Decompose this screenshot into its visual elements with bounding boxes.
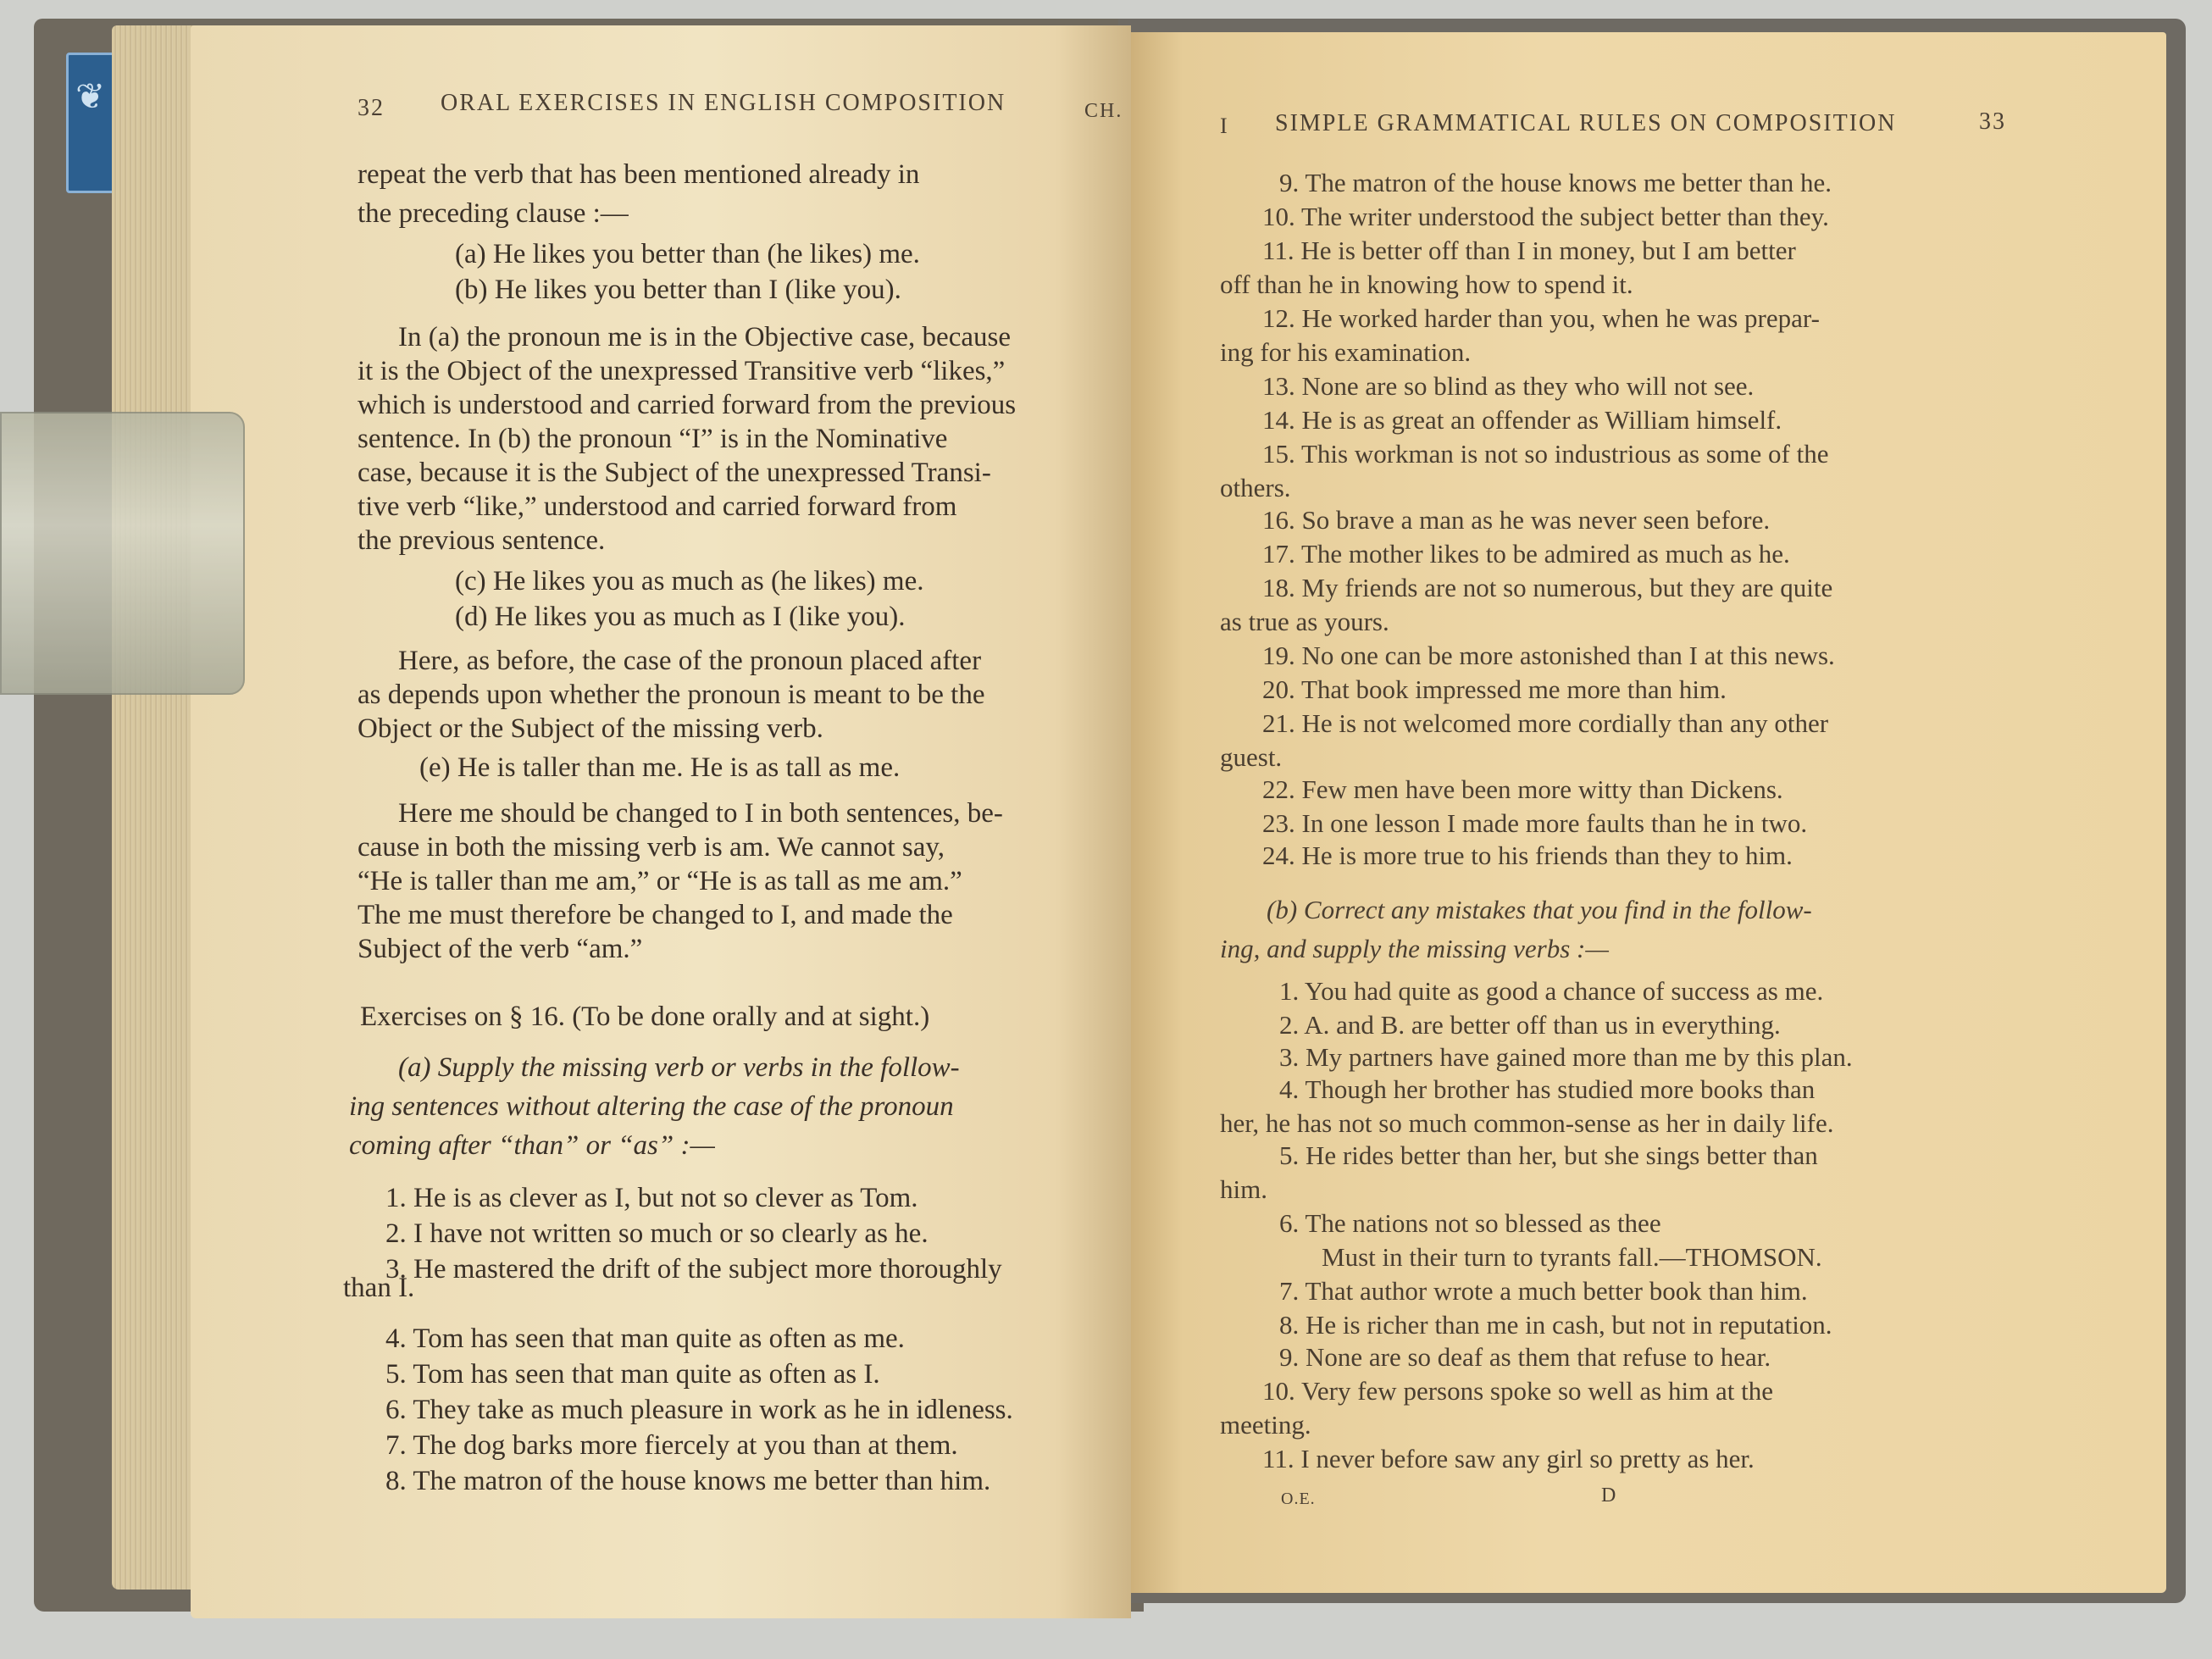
left-line: as depends upon whether the pronoun is meant to be the: [358, 680, 985, 710]
right-exercise-item: 14. He is as great an offender as William himself.: [1262, 405, 1782, 435]
left-line: “He is taller than me am,” or “He is as tall as me am.”: [358, 866, 962, 896]
left-exercise-item: 7. The dog barks more fiercely at you than at them.: [385, 1430, 958, 1461]
right-line: meeting.: [1220, 1410, 1311, 1440]
left-exercise-item: 5. Tom has seen that man quite as often as I.: [385, 1359, 880, 1390]
left-line: sentence. In (b) the pronoun “I” is in the Nominative: [358, 424, 948, 454]
right-exercise-item: 1. You had quite as good a chance of success as me.: [1279, 976, 1824, 1006]
left-line: case, because it is the Subject of the unexpressed Transi-: [358, 458, 991, 488]
right-exercise-item: 9. None are so deaf as them that refuse to hear.: [1279, 1342, 1771, 1372]
right-line: others.: [1220, 473, 1291, 502]
left-line: (b) He likes you better than I (like you).: [455, 275, 901, 305]
right-exercise-item: 17. The mother likes to be admired as much as he.: [1262, 539, 1790, 569]
left-exercise-item: 8. The matron of the house knows me better than him.: [385, 1466, 991, 1496]
right-exercise-item: 4. Though her brother has studied more books than: [1279, 1074, 1816, 1104]
right-exercise-item: 16. So brave a man as he was never seen before.: [1262, 505, 1771, 535]
exercises-heading: Exercises on § 16. (To be done orally and at sight.): [360, 1002, 930, 1032]
sheet-letter: D: [1601, 1484, 1617, 1506]
left-exercise-item: 2. I have not written so much or so clearly as he.: [385, 1218, 929, 1249]
left-line: In (a) the pronoun me is in the Objective case, because: [398, 322, 1011, 352]
right-exercise-item: 19. No one can be more astonished than I at this news.: [1262, 641, 1835, 670]
left-line: tive verb “like,” understood and carried forward from: [358, 491, 957, 522]
right-exercise-item: 23. In one lesson I made more faults than he in two.: [1262, 808, 1808, 838]
right-exercise-item: 10. The writer understood the subject better than they.: [1262, 202, 1829, 231]
left-line: the previous sentence.: [358, 525, 606, 556]
right-line: him.: [1220, 1174, 1267, 1204]
right-line: as true as yours.: [1220, 607, 1389, 636]
left-line: Object or the Subject of the missing verb.: [358, 713, 823, 744]
right-exercise-item: 24. He is more true to his friends than they to him.: [1262, 841, 1793, 870]
right-exercise-item: 10. Very few persons spoke so well as him at the: [1262, 1376, 1773, 1406]
right-exercise-item: 13. None are so blind as they who will not see.: [1262, 371, 1755, 401]
right-instruction: ing, and supply the missing verbs :—: [1220, 934, 1609, 963]
left-exercise-item: 4. Tom has seen that man quite as often as me.: [385, 1323, 905, 1354]
left-line: Here me should be changed to I in both sentences, be-: [398, 798, 1003, 829]
right-exercise-item: 3. My partners have gained more than me by this plan.: [1279, 1042, 1853, 1072]
right-exercise-item: 2. A. and B. are better off than us in everything.: [1279, 1010, 1781, 1040]
right-line: off than he in knowing how to spend it.: [1220, 269, 1633, 299]
right-exercise-item: 12. He worked harder than you, when he was prepar-: [1262, 303, 1820, 333]
left-line: repeat the verb that has been mentioned already in: [358, 159, 920, 190]
right-page-number: 33: [1979, 108, 2006, 135]
left-line: Here, as before, the case of the pronoun placed after: [398, 646, 982, 676]
left-exercise-item: 6. They take as much pleasure in work as he in idleness.: [385, 1395, 1013, 1425]
right-exercise-item: 22. Few men have been more witty than Dickens.: [1262, 774, 1783, 804]
left-exercise-item: than I.: [343, 1273, 415, 1303]
left-line: which is understood and carried forward from the previous: [358, 390, 1017, 420]
left-chapter-mark: CH.: [1084, 100, 1123, 122]
left-line: coming after “than” or “as” :—: [349, 1130, 715, 1161]
left-page-number: 32: [358, 95, 385, 121]
left-line: (d) He likes you as much as I (like you).: [455, 602, 906, 632]
left-line: it is the Object of the unexpressed Transitive verb “likes,”: [358, 356, 1006, 386]
poem-line: Must in their turn to tyrants fall.—THOMSON.: [1322, 1242, 1822, 1272]
left-exercise-item: 3. He mastered the drift of the subject more thoroughly: [385, 1254, 1002, 1284]
right-exercise-item: 8. He is richer than me in cash, but not in reputation.: [1279, 1310, 1832, 1340]
right-exercise-item: 20. That book impressed me more than him.: [1262, 674, 1727, 704]
left-line: cause in both the missing verb is am. We cannot say,: [358, 832, 945, 863]
right-instruction: (b) Correct any mistakes that you find in the follow-: [1267, 895, 1812, 924]
signature-mark: O.E.: [1281, 1490, 1316, 1508]
right-exercise-item: 11. I never before saw any girl so pretty as her.: [1262, 1444, 1755, 1473]
right-exercise-item: 15. This workman is not so industrious as some of the: [1262, 439, 1829, 469]
left-exercise-item: 1. He is as clever as I, but not so clever as Tom.: [385, 1183, 918, 1213]
right-line: guest.: [1220, 742, 1283, 772]
right-exercise-item: 5. He rides better than her, but she sings better than: [1279, 1140, 1818, 1170]
left-line: the preceding clause :—: [358, 198, 629, 229]
left-running-title: ORAL EXERCISES IN ENGLISH COMPOSITION: [441, 90, 1006, 116]
left-line: ing sentences without altering the case of the pronoun: [349, 1091, 954, 1122]
spine-emblem-icon: ❦: [66, 53, 119, 193]
left-line: (c) He likes you as much as (he likes) me.: [455, 566, 924, 596]
right-exercise-item: 21. He is not welcomed more cordially than any other: [1262, 708, 1829, 738]
left-line: (e) He is taller than me. He is as tall as me.: [419, 752, 901, 783]
right-exercise-item: 9. The matron of the house knows me better than he.: [1279, 168, 1832, 197]
left-line: The me must therefore be changed to I, and made the: [358, 900, 953, 930]
glass-page-weight: [0, 412, 245, 695]
left-line: Subject of the verb “am.”: [358, 934, 643, 964]
right-running-title: SIMPLE GRAMMATICAL RULES ON COMPOSITION: [1275, 110, 1897, 136]
right-line: ing for his examination.: [1220, 337, 1472, 367]
right-exercise-item: 18. My friends are not so numerous, but they are quite: [1262, 573, 1833, 602]
right-chapter-mark: I: [1220, 114, 1229, 138]
right-line: her, he has not so much common-sense as her in daily life.: [1220, 1108, 1834, 1138]
left-line: (a) He likes you better than (he likes) me.: [455, 239, 920, 269]
right-exercise-item: 6. The nations not so blessed as thee: [1279, 1208, 1661, 1238]
left-line: (a) Supply the missing verb or verbs in the follow-: [398, 1052, 960, 1083]
right-exercise-item: 7. That author wrote a much better book than him.: [1279, 1276, 1808, 1306]
right-exercise-item: 11. He is better off than I in money, but I am better: [1262, 236, 1796, 265]
